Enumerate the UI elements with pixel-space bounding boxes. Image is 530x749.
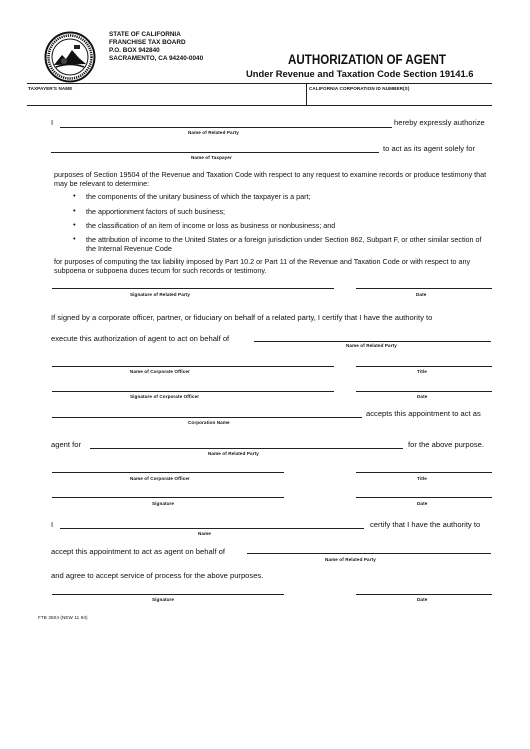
related-party-name-field[interactable] <box>60 127 392 128</box>
corporation-name-field[interactable] <box>52 417 362 418</box>
related-party-date-field[interactable] <box>356 288 492 289</box>
form-subtitle: Under Revenue and Taxation Code Section 19141.6 <box>246 68 474 79</box>
agent-for-related-party-field[interactable] <box>90 448 403 449</box>
accept-officer-title-caption: Title <box>417 476 427 481</box>
purposes-closing: for purposes of computing the tax liability imposed by Part 10.2 or Part 11 of the Revenue and Taxation Code or with respect to any subpoena or subpoena duces tecum for such records or testimony. <box>54 257 471 275</box>
related-party-signature-field[interactable] <box>52 288 334 289</box>
bullet-dot-4: • <box>73 234 76 243</box>
state-seal-logo <box>44 31 96 83</box>
purpose-bullet-4: the attribution of income to the United States or a foreign jurisdiction under Section 862, Subpart F, or other similar section of the Internal Revenue Code <box>86 235 482 253</box>
bullet-dot-1: • <box>73 191 76 200</box>
agent-for-related-party-caption: Name of Related Party <box>208 451 259 456</box>
corp-id-label: CALIFORNIA CORPORATION ID NUMBER(S) <box>309 86 410 91</box>
accept-officer-name-field[interactable] <box>52 472 284 473</box>
corporate-officer-title-field[interactable] <box>356 366 492 367</box>
agent-for-text: agent for <box>51 440 81 449</box>
purpose-bullet-3: the classification of an item of income or loss as business or nonbusiness; and <box>86 221 336 230</box>
purpose-bullet-1: the components of the unitary business of which the taxpayer is a part; <box>86 192 311 201</box>
form-id: FTB 3504 (NEW 11 94) <box>38 615 88 620</box>
agency-line-1: STATE OF CALIFORNIA <box>109 31 181 38</box>
corporate-officer-name-field[interactable] <box>52 366 334 367</box>
corporate-officer-date-caption: Date <box>417 394 428 399</box>
accept-signature-field[interactable] <box>52 497 284 498</box>
bullet-dot-3: • <box>73 220 76 229</box>
for-above-purpose-text: for the above purpose. <box>408 440 484 449</box>
form-title: AUTHORIZATION OF AGENT <box>288 52 447 67</box>
officer-related-party-caption: Name of Related Party <box>346 343 397 348</box>
bullet-dot-2: • <box>73 206 76 215</box>
accept-appointment-text: accept this appointment to act as agent on behalf of <box>51 547 225 556</box>
corporate-officer-title-caption: Title <box>417 369 427 374</box>
related-party-date-caption: Date <box>416 292 427 297</box>
certify-name-field[interactable] <box>60 528 364 529</box>
taxpayer-caption: Name of Taxpayer <box>191 155 232 160</box>
certify-related-party-field[interactable] <box>247 553 491 554</box>
header-top-rule <box>27 83 492 84</box>
purposes-intro: purposes of Section 19504 of the Revenue and Taxation Code with respect to any request to examine records or produce testimony that may be relevant to determine: <box>54 170 487 188</box>
corporation-name-caption: Corporation Name <box>188 420 230 425</box>
certify-authority-text: certify that I have the authority to <box>370 520 481 529</box>
i-prefix: I <box>51 118 54 127</box>
certify-related-party-caption: Name of Related Party <box>325 557 376 562</box>
agency-line-4: SACRAMENTO, CA 94240-0040 <box>109 55 204 62</box>
certify-name-caption: Name <box>198 531 211 536</box>
taxpayer-name-label: TAXPAYER'S NAME <box>28 86 73 91</box>
taxpayer-name-field[interactable] <box>28 92 304 105</box>
accept-date-field[interactable] <box>356 497 492 498</box>
related-party-caption: Name of Related Party <box>188 130 239 135</box>
corporate-officer-signature-caption: Signature of Corporate Officer <box>130 394 200 399</box>
corporate-officer-name-caption: Name of Corporate Officer <box>130 369 190 374</box>
accept-date-caption: Date <box>417 501 428 506</box>
authorize-suffix: hereby expressly authorize <box>394 118 485 127</box>
taxpayer-name-line-field[interactable] <box>51 152 379 153</box>
agency-line-3: P.O. BOX 942840 <box>109 47 160 54</box>
certify-signature-caption: Signature <box>152 597 175 602</box>
certify-date-field[interactable] <box>356 594 492 595</box>
service-of-process-text: and agree to accept service of process for the above purposes. <box>51 571 264 580</box>
corporate-officer-signature-field[interactable] <box>52 391 334 392</box>
officer-cert-line-2: execute this authorization of agent to act on behalf of <box>51 334 230 343</box>
act-as-agent-text: to act as its agent solely for <box>383 144 476 153</box>
accept-signature-caption: Signature <box>152 501 175 506</box>
header-bottom-rule <box>27 105 492 106</box>
accept-officer-name-caption: Name of Corporate Officer <box>130 476 190 481</box>
header-divider <box>306 83 307 105</box>
officer-cert-line-1: If signed by a corporate officer, partner, or fiduciary on behalf of a related party, I certify that I have the authority to <box>51 313 433 322</box>
related-party-signature-caption: Signature of Related Party <box>130 292 191 297</box>
accept-officer-title-field[interactable] <box>356 472 492 473</box>
corporate-officer-date-field[interactable] <box>356 391 492 392</box>
agency-line-2: FRANCHISE TAX BOARD <box>109 39 186 46</box>
officer-related-party-field[interactable] <box>254 341 491 342</box>
certify-i-prefix: I <box>51 520 54 529</box>
accepts-appointment-text: accepts this appointment to act as <box>366 409 481 418</box>
purpose-bullet-2: the apportionment factors of such business; <box>86 207 226 216</box>
corp-id-field[interactable] <box>309 92 491 105</box>
certify-date-caption: Date <box>417 597 428 602</box>
certify-signature-field[interactable] <box>52 594 284 595</box>
